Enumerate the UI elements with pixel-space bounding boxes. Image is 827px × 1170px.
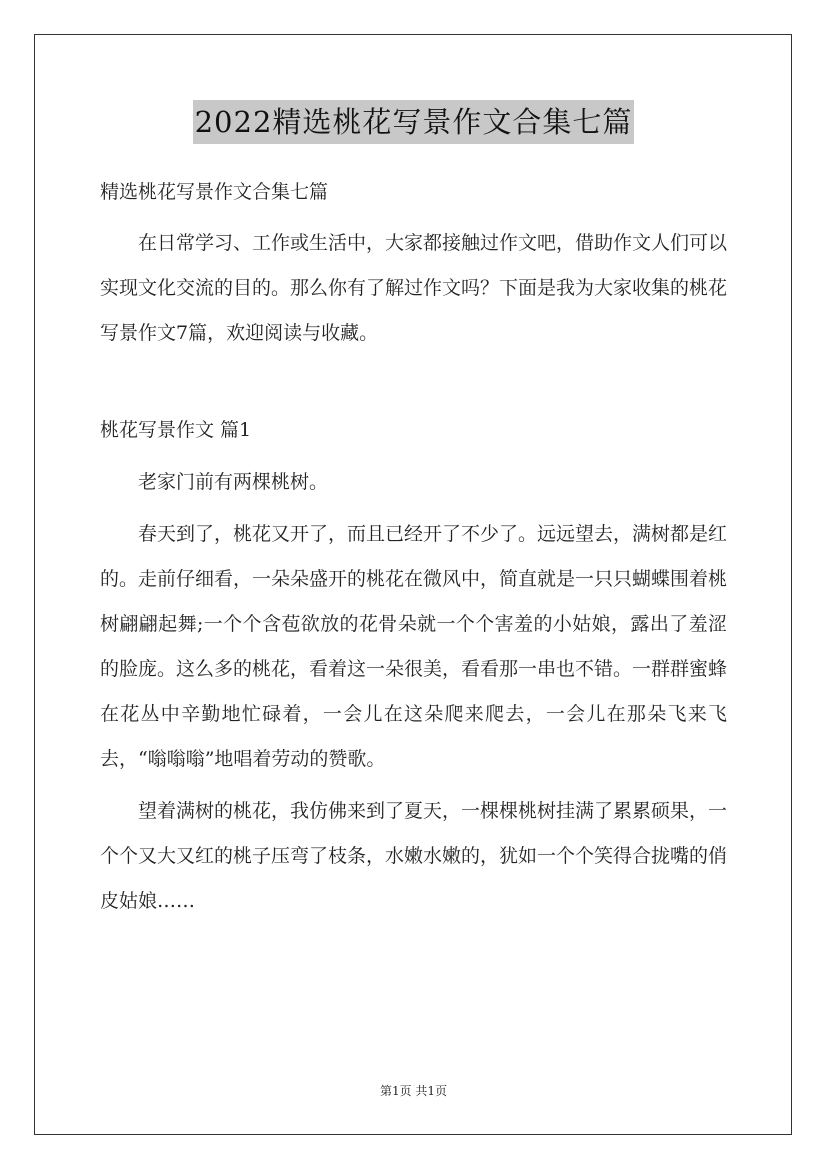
intro-paragraph: 在日常学习、工作或生活中，大家都接触过作文吧，借助作文人们可以实现文化交流的目的。那么你有了解过作文吗？下面是我为大家收集的桃花写景作文7篇，欢迎阅读与收藏。 (100, 232, 728, 344)
section-gap (100, 356, 727, 408)
paragraph-3: 望着满树的桃花，我仿佛来到了夏天，一棵棵桃树挂满了累累硕果，一个个又大又红的桃子压弯了枝条，水嫩水嫩的，犹如一个个笑得合拢嘴的俏皮姑娘…… (100, 800, 728, 912)
title-wrap (0, 100, 827, 144)
section-heading: 桃花写景作文 篇1 (100, 419, 252, 441)
paragraph-2: 春天到了，桃花又开了，而且已经开了不少了。远远望去，满树都是红的。走前仔细看，一朵朵盛开的桃花在微风中，简直就是一只只蝴蝶围着桃树翩翩起舞;一个个含苞欲放的花骨朵就一个个害羞的小姑娘，露出了羞涩的脸庞。这么多的桃花，看着这一朵很美，看看那一串也不错。一群群蜜蜂在花丛中辛勤地忙碌着，一会儿在这朵爬来爬去，一会儿在那朵飞来飞去，“嗡嗡嗡”地唱着劳动的赞歌。 (100, 523, 728, 770)
page-footer: 第1页 共1页 (379, 1084, 448, 1098)
paragraph-1: 老家门前有两棵桃树。 (138, 471, 329, 493)
document-body (100, 170, 727, 924)
document-subtitle: 精选桃花写景作文合集七篇 (100, 181, 329, 203)
document-title: 2022精选桃花写景作文合集七篇 (193, 100, 635, 144)
